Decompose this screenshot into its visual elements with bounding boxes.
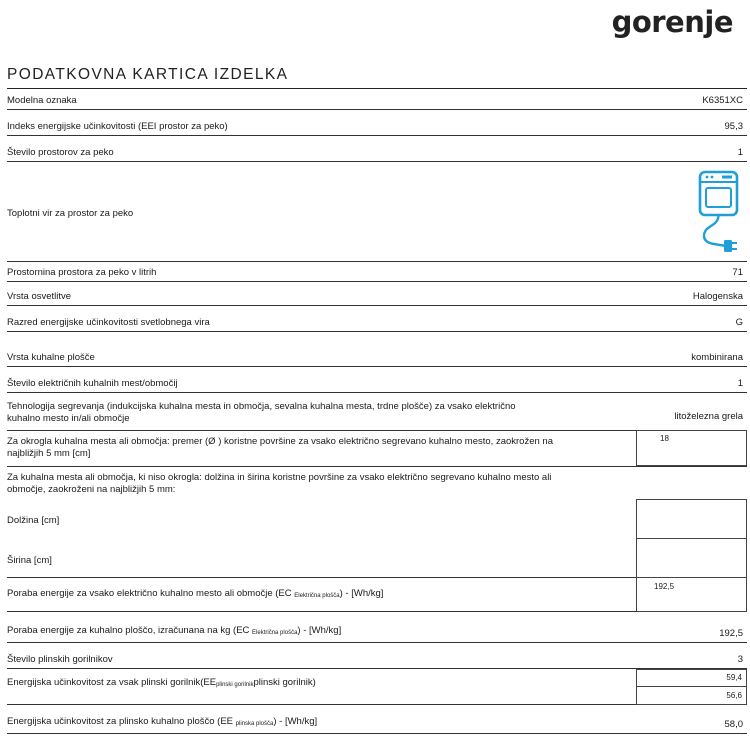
electric-oven-icon (698, 169, 740, 257)
row-label (7, 677, 316, 691)
row-value: 192,5 (654, 582, 675, 591)
row-volume (7, 262, 747, 282)
row-value: 56,6 (726, 691, 742, 700)
row-label (7, 472, 551, 496)
row-ec-hob (7, 612, 747, 643)
row-value: 58,0 (724, 719, 743, 730)
row-label: Vrsta osvetlitve (7, 291, 72, 302)
row-label: Dolžina [cm] (7, 515, 60, 526)
row-label (7, 588, 383, 602)
row-technology (7, 393, 747, 430)
row-label-line: Za okrogla kuhalna mesta ali območja: premer (Ø ) koristne površine za vsako električno segrevano kuhalno mesto, zaokrožen na (7, 436, 553, 447)
row-value: Halogenska (692, 291, 743, 302)
row-label: Toplotni vir za prostor za peko (7, 208, 134, 219)
row-noncircular (7, 467, 747, 499)
row-label (7, 625, 341, 639)
row-width (7, 538, 636, 578)
row-value: K6351XC (702, 95, 743, 106)
brand-logo: gorenje (611, 5, 733, 39)
row-label-line: Tehnologija segrevanja (indukcijska kuhalna mesta in območja, sevalna kuhalna mesta, trdne plošče) za vsako električno (7, 401, 516, 412)
row-ec-zone (7, 578, 636, 612)
row-value: 1 (737, 378, 743, 389)
row-value: 1 (737, 147, 743, 158)
row-value: G (735, 317, 743, 328)
row-value: 3 (737, 654, 743, 665)
row-label-text: Poraba energije za kuhalno ploščo, izračunana na kg (EC (7, 625, 253, 636)
row-label (7, 401, 516, 425)
row-label-line: območje, zaokroženi na najbližjih 5 mm: (7, 484, 176, 495)
row-hob-type (7, 332, 747, 367)
row-label: Širina [cm] (7, 555, 52, 566)
row-label-line: najbližjih 5 mm [cm] (7, 448, 91, 459)
row-length (7, 499, 636, 538)
row-label-subscript: plinska plošča (235, 721, 274, 727)
value-cell-length (636, 499, 747, 539)
row-label-text: ) - [Wh/kg] (273, 716, 318, 727)
row-value: litoželezna grela (674, 411, 743, 422)
row-model (7, 89, 747, 110)
row-ee-hob (7, 705, 747, 734)
row-label-line: Za kuhalna mesta ali območja, ki niso okrogla: dolžina in širina koristne površine za vsako električno segrevano kuhalno mesto ali (7, 472, 552, 483)
page-title: PODATKOVNA KARTICA IZDELKA (7, 66, 289, 83)
row-label: Prostornina prostora za peko v litrih (7, 267, 157, 278)
row-lighting (7, 282, 747, 306)
value-cell-ec-zone (636, 577, 747, 612)
row-label: Vrsta kuhalne plošče (7, 352, 95, 363)
row-label-subscript: plinski gorilnik (216, 682, 254, 688)
row-heat-source (7, 162, 747, 262)
value-cell-width (636, 538, 747, 578)
row-label-text: Energijska učinkovitost za plinsko kuhalno ploščo (EE (7, 716, 236, 727)
row-label: Razred energijske učinkovitosti svetlobnega vira (7, 317, 210, 328)
row-label: Indeks energijske učinkovitosti (EEI prostor za peko) (7, 121, 228, 132)
row-gas-burners (7, 643, 747, 669)
row-value: 18 (660, 434, 669, 443)
row-value: kombinirana (691, 352, 743, 363)
row-label: Število prostorov za peko (7, 147, 114, 158)
row-label (7, 436, 553, 460)
value-cell-circular (636, 430, 747, 466)
row-value: 59,4 (726, 673, 742, 682)
row-value: 192,5 (719, 628, 743, 639)
row-value: 71 (732, 267, 743, 278)
row-label-subscript: Električna plošča (252, 630, 298, 636)
row-label: Modelna oznaka (7, 95, 77, 106)
row-label: Število plinskih gorilnikov (7, 654, 113, 665)
row-label-text: Poraba energije za vsako električno kuhalno mesto ali območje (EC (7, 588, 295, 599)
row-label (7, 716, 317, 730)
row-light-class (7, 306, 747, 332)
row-value: 95,3 (724, 121, 743, 132)
row-label-text: Energijska učinkovitost za vsak plinski gorilnik(EE (7, 677, 217, 688)
row-label-text: ) - [Wh/kg] (297, 625, 342, 636)
row-cavities (7, 136, 747, 162)
row-label-text: ) - [Wh/kg] (339, 588, 384, 599)
row-zones (7, 367, 747, 393)
row-label-text: plinski gorilnik) (253, 677, 316, 688)
row-eei (7, 110, 747, 136)
row-label: Število električnih kuhalnih mest/območij (7, 378, 178, 389)
row-label-line: kuhalno mesto in/ali območje (7, 413, 130, 424)
row-label-subscript: Električna plošča (294, 593, 340, 599)
